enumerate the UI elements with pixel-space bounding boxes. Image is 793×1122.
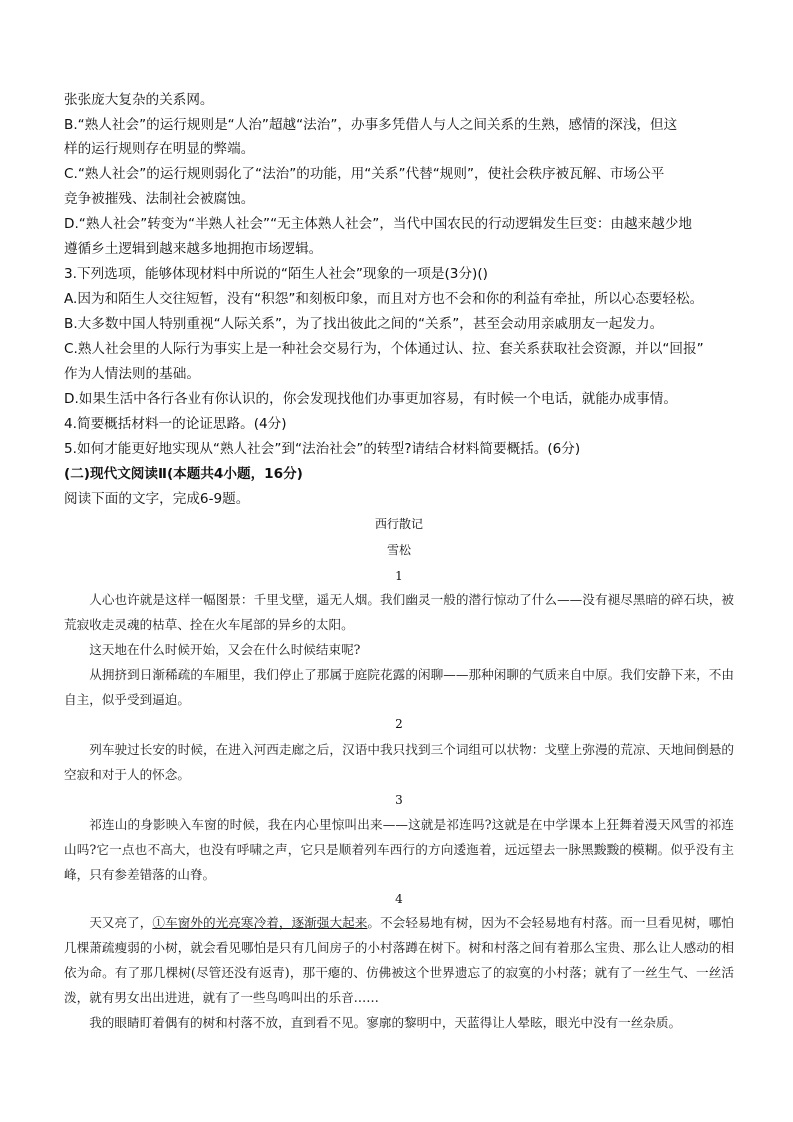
paragraph: 从拥挤到日渐稀疏的车厢里，我们停止了那属于庭院花露的闲聊——那种闲聊的气质来自中原。我们安静下来，不由自主，似乎受到逼迫。 [64, 667, 734, 707]
option-b-continuation: 样的运行规则存在明显的弊端。 [64, 141, 255, 157]
question-3-option-d: D.如果生活中各行各业有你认识的，你会发现找他们办事更加容易，有时候一个电话，就能办成事情。 [64, 391, 677, 407]
option-d-continuation: 遵循乡土逻辑到越来越多地拥抱市场逻辑。 [64, 241, 323, 257]
question-3-option-a: A.因为和陌生人交往短暂，没有“积怨”和刻板印象，而且对方也不会和你的利益有牵扯，所以心态要轻松。 [64, 291, 704, 307]
text-segment: 。不会轻易地有树，因为不会轻易地有村落。而一旦看见树，哪怕几棵萧疏瘦弱的小树，就会看见哪怕是只有几间房子的小村落蹲在树下。树和村落之间有着那么宝贵、那么让人感动的相依为命。有了那几棵树(尽管还没有返青)，那干瘪的、仿佛被这个世界遗忘了的寂寞的小村落；就有了一丝生气、一丝活泼，就有男女出出进进，就有了一些鸟鸣叫出的乐音…… [64, 915, 735, 1005]
section-instruction: 阅读下面的文字，完成6-9题。 [64, 491, 250, 507]
underlined-sentence-1: ①车窗外的光亮寒冷着，逐渐强大起来 [152, 915, 368, 930]
question-5: 5.如何才能更好地实现从“熟人社会”到“法治社会”的转型?请结合材料简要概括。(6分) [64, 441, 581, 457]
paragraph: 列车驶过长安的时候，在进入河西走廊之后，汉语中我只找到三个词组可以状物：戈壁上弥漫的荒凉、天地间倒悬的空寂和对于人的怀念。 [64, 742, 734, 782]
essay-section-3 [64, 812, 734, 887]
paragraph [64, 910, 734, 1010]
paragraph: 这天地在什么时候开始，又会在什么时候结束呢? [89, 642, 361, 657]
option-b-line: B.“熟人社会”的运行规则是“人治”超越“法治”，办事多凭借人与人之间关系的生熟，感情的深浅，但这 [64, 117, 678, 133]
text-segment: 天又亮了， [89, 915, 153, 930]
section-number-1: 1 [395, 569, 403, 583]
section-number-4: 4 [395, 892, 403, 906]
paragraph: 我的眼睛盯着偶有的树和村落不放，直到看不见。寥廓的黎明中，天蓝得让人晕眩，眼光中没有一丝杂质。 [89, 1015, 682, 1030]
section-number-3: 3 [395, 793, 403, 807]
option-c-continuation: 竞争被摧残、法制社会被腐蚀。 [64, 191, 255, 207]
section-heading: (二)现代文阅读Ⅱ(本题共4小题，16分) [64, 466, 303, 482]
question-3-option-c-continuation: 作为人情法则的基础。 [64, 366, 200, 382]
question-4: 4.简要概括材料一的论证思路。(4分) [64, 416, 287, 432]
question-text-line: 张张庞大复杂的关系网。 [64, 92, 214, 108]
option-c-line: C.“熟人社会”的运行规则弱化了“法治”的功能，用“关系”代替“规则”，使社会秩序被瓦解、市场公平 [64, 166, 665, 182]
essay-section-2 [64, 737, 734, 787]
essay-author: 雪松 [386, 543, 411, 557]
essay-section-4 [64, 910, 734, 1035]
option-d-line: D.“熟人社会”转变为“半熟人社会”“无主体熟人社会”，当代中国农民的行动逻辑发生巨变：由越来越少地 [64, 216, 692, 232]
section-number-2: 2 [395, 717, 403, 731]
question-3-option-c: C.熟人社会里的人际行为事实上是一种社会交易行为，个体通过认、拉、套关系获取社会资源，并以“回报” [64, 341, 704, 357]
paragraph: 祁连山的身影映入车窗的时候，我在内心里惊叫出来——这就是祁连吗?这就是在中学课本上狂舞着漫天风雪的祁连山吗?它一点也不高大，也没有呼啸之声，它只是顺着列车西行的方向逶迤着，远远望去一脉黑黢黢的模糊。似乎没有主峰，只有参差错落的山脊。 [64, 817, 734, 882]
question-3-option-b: B.大多数中国人特别重视“人际关系”，为了找出彼此之间的“关系”，甚至会动用亲戚朋友一起发力。 [64, 316, 664, 332]
paragraph: 人心也许就是这样一幅图景：千里戈壁，遥无人烟。我们幽灵一般的潜行惊动了什么——没有褪尽黑暗的碎石块，被荒寂收走灵魂的枯草、拴在火车尾部的异乡的太阳。 [64, 592, 734, 632]
question-3-stem: 3.下列选项，能够体现材料中所说的“陌生人社会”现象的一项是(3分)() [64, 266, 488, 282]
essay-section-1 [64, 587, 734, 712]
essay-title: 西行散记 [374, 517, 423, 531]
